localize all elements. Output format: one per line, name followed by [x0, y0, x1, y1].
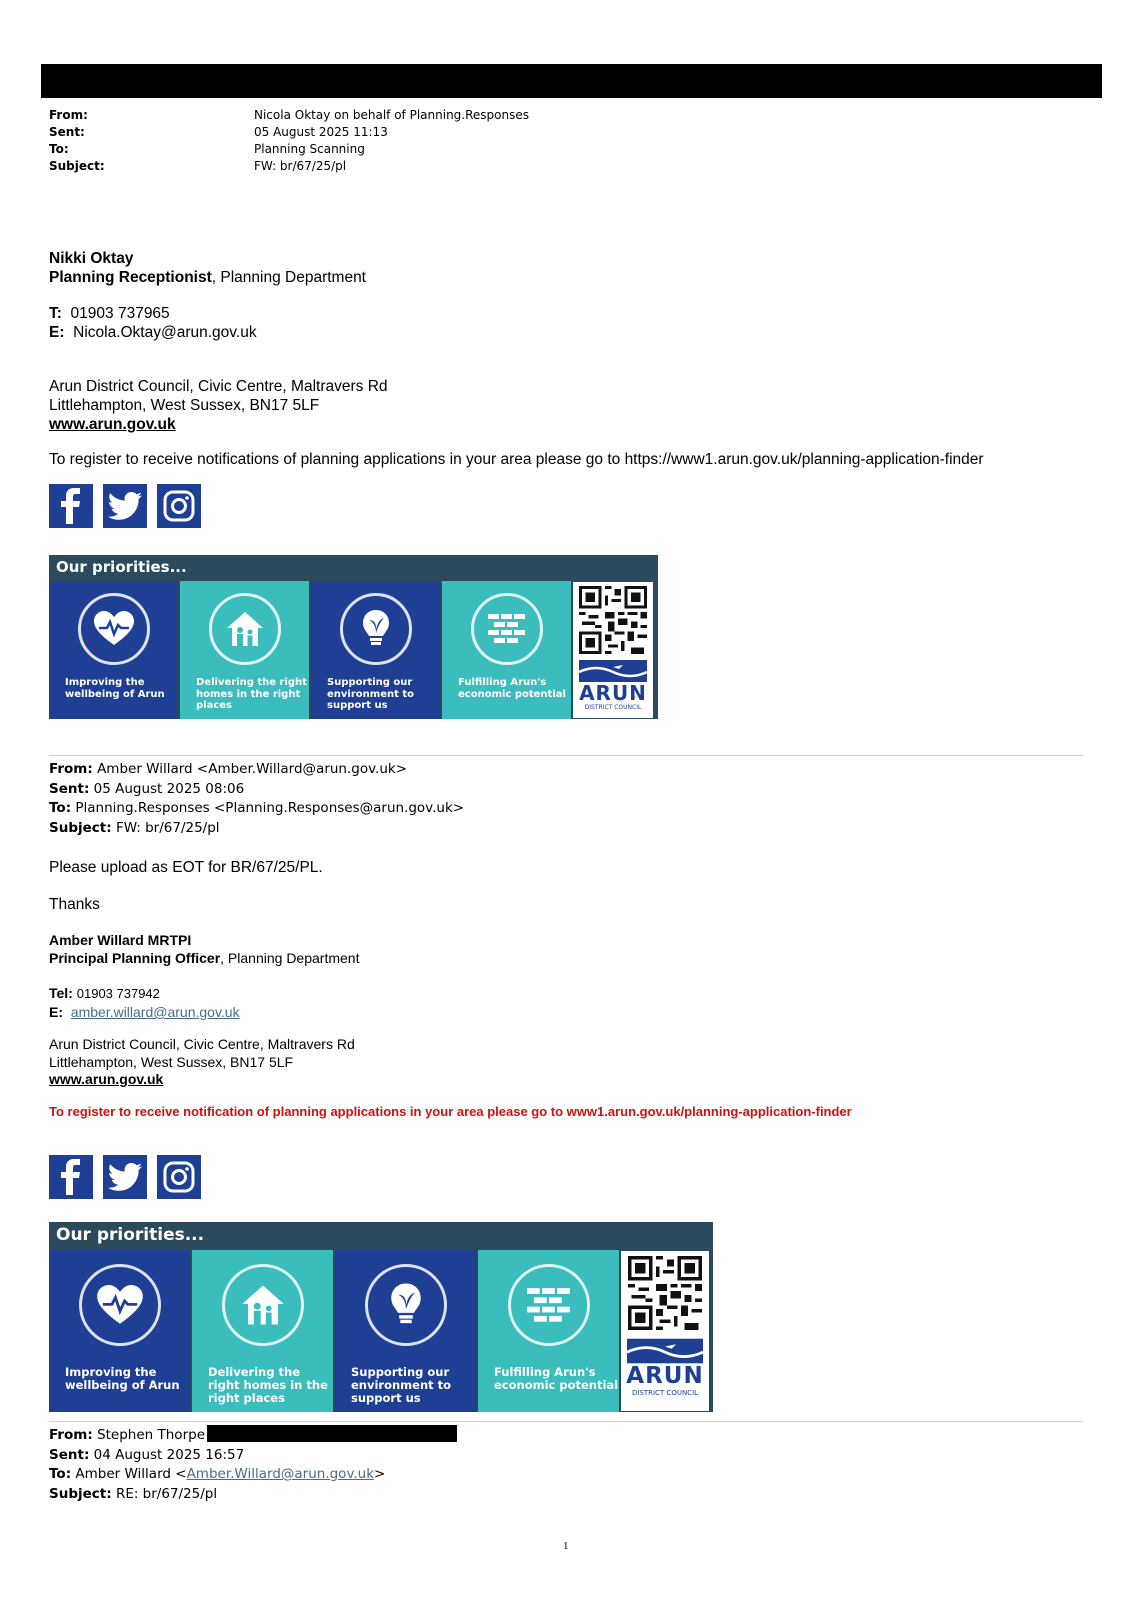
facebook-icon[interactable] [49, 1155, 93, 1199]
sender-role: Principal Planning Officer [49, 949, 221, 966]
priorities-banner-2 [49, 1222, 713, 1412]
address-block-2 [49, 1036, 355, 1089]
sent-label: Sent: [49, 125, 85, 139]
website-link[interactable]: www.arun.gov.uk [49, 1071, 164, 1087]
heart-icon [78, 593, 150, 665]
house-icon [209, 593, 281, 665]
from-value: Stephen Thorpe [97, 1427, 205, 1443]
qr-code-icon [628, 1256, 702, 1330]
forwarded-header-2 [49, 1425, 457, 1504]
arun-logo-subtext: DISTRICT COUNCIL [584, 704, 642, 711]
page-number: 1 [563, 1540, 569, 1552]
forwarded-header-1 [49, 760, 464, 838]
tile-caption: Supporting our environment to support us [351, 1365, 452, 1406]
from-value: Amber Willard <Amber.Willard@arun.gov.uk> [97, 761, 408, 777]
to-value-suffix: > [374, 1466, 386, 1482]
tile-caption: Delivering the right homes in the right places [196, 677, 307, 711]
register-notice: To register to receive notification of planning applications in your area please go to www1.arun.gov.uk/planning-application-finder [49, 1104, 852, 1119]
instagram-icon[interactable] [157, 1155, 201, 1199]
twitter-icon[interactable] [103, 1155, 147, 1199]
sent-label: Sent: [49, 780, 90, 797]
to-label: To: [49, 142, 69, 156]
email-value: Nicola.Oktay@arun.gov.uk [73, 324, 257, 341]
tile-homes [180, 581, 309, 719]
sender-role: Planning Receptionist [49, 269, 212, 286]
arun-logo-text: ARUN [626, 1363, 704, 1389]
tile-caption: Improving the wellbeing of Arun [65, 1365, 180, 1393]
redaction-bar [41, 64, 1102, 98]
banner-title: Our priorities... [56, 1225, 205, 1245]
email-label: E: [49, 1004, 63, 1020]
subject-value: RE: br/67/25/pl [115, 1485, 218, 1502]
to-value-prefix: Amber Willard < [75, 1466, 187, 1482]
facebook-icon[interactable] [49, 484, 93, 528]
banner-tiles [49, 581, 653, 719]
instagram-icon[interactable] [157, 484, 201, 528]
redacted-email [207, 1425, 457, 1442]
social-links [49, 484, 201, 528]
tile-caption: Supporting our environment to support us [327, 677, 415, 711]
from-label: From: [49, 1427, 93, 1443]
sender-name: Nikki Oktay [49, 250, 134, 267]
tile-caption: Improving the wellbeing of Arun [65, 677, 165, 700]
qr-logo-tile [573, 582, 653, 718]
twitter-icon[interactable] [103, 484, 147, 528]
sender-dept: , Planning Department [211, 269, 366, 286]
subject-label: Subject: [49, 1485, 112, 1502]
sent-value: 05 August 2025 11:13 [254, 125, 388, 139]
tile-caption: Delivering the right homes in the right places [208, 1365, 328, 1406]
bricks-icon [471, 593, 543, 665]
email-label: E: [49, 324, 65, 341]
arun-logo-text: ARUN [579, 681, 647, 705]
phone-value: 01903 737965 [70, 305, 170, 322]
qr-logo-tile [621, 1251, 709, 1411]
message-body-line: Please upload as EOT for BR/67/25/PL. [49, 859, 323, 876]
message-thanks: Thanks [49, 896, 100, 913]
email-link[interactable]: amber.willard@arun.gov.uk [70, 1004, 240, 1020]
lightbulb-icon [340, 593, 412, 665]
to-label: To: [49, 1466, 72, 1482]
address-line-2: Littlehampton, West Sussex, BN17 5LF [49, 397, 320, 414]
to-label: To: [49, 800, 72, 816]
bricks-icon [508, 1264, 590, 1346]
banner-title: Our priorities... [56, 558, 187, 576]
subject-value: FW: br/67/25/pl [115, 819, 220, 836]
address-block [49, 377, 388, 434]
tile-economic [478, 1250, 619, 1412]
to-email-link[interactable]: Amber.Willard@arun.gov.uk [186, 1466, 375, 1482]
tile-homes [192, 1250, 333, 1412]
tile-caption: Fulfilling Arun's economic potential [458, 677, 566, 700]
lightbulb-icon [365, 1264, 447, 1346]
register-text: To register to receive notifications of planning applications in your area please go to https://www1.arun.gov.uk/planning-application-finder [49, 451, 984, 468]
tile-wellbeing [49, 581, 178, 719]
social-links-2 [49, 1155, 201, 1199]
tile-caption: Fulfilling Arun's economic potential [494, 1365, 619, 1393]
address-line-1: Arun District Council, Civic Centre, Maltravers Rd [49, 1036, 355, 1052]
tel-value: 01903 737942 [76, 986, 160, 1001]
arun-logo-subtext: DISTRICT COUNCIL [631, 1389, 699, 1397]
sender-dept: , Planning Department [220, 949, 360, 966]
heart-icon [79, 1264, 161, 1346]
qr-code-icon [579, 586, 647, 654]
tile-environment [311, 581, 440, 719]
from-label: From: [49, 108, 88, 122]
sent-value: 04 August 2025 16:57 [93, 1446, 245, 1463]
website-link[interactable]: www.arun.gov.uk [49, 416, 176, 433]
house-icon [222, 1264, 304, 1346]
address-line-1: Arun District Council, Civic Centre, Maltravers Rd [49, 378, 388, 395]
tile-wellbeing [49, 1250, 190, 1412]
message-divider [49, 1421, 1083, 1422]
contact-block-2 [49, 984, 240, 1021]
address-line-2: Littlehampton, West Sussex, BN17 5LF [49, 1053, 294, 1070]
to-value: Planning Scanning [254, 142, 365, 156]
phone-label: T: [49, 305, 62, 322]
sent-label: Sent: [49, 1446, 90, 1463]
arun-wave-icon [579, 660, 647, 682]
signature-amber [49, 932, 359, 967]
priorities-banner [49, 555, 658, 719]
subject-label: Subject: [49, 159, 105, 173]
sent-value: 05 August 2025 08:06 [93, 780, 245, 797]
to-value: Planning.Responses <Planning.Responses@arun.gov.uk> [75, 800, 465, 816]
tile-environment [335, 1250, 476, 1412]
tile-economic [442, 581, 571, 719]
arun-wave-icon [627, 1338, 703, 1364]
subject-value: FW: br/67/25/pl [254, 159, 347, 173]
from-label: From: [49, 761, 93, 777]
signature-nikki [49, 249, 366, 287]
sender-name: Amber Willard MRTPI [49, 932, 192, 948]
message-divider [49, 755, 1083, 756]
subject-label: Subject: [49, 819, 112, 836]
tel-label: Tel: [49, 985, 73, 1001]
contact-block [49, 304, 257, 342]
from-value: Nicola Oktay on behalf of Planning.Responses [254, 108, 529, 122]
banner-tiles [49, 1250, 709, 1412]
